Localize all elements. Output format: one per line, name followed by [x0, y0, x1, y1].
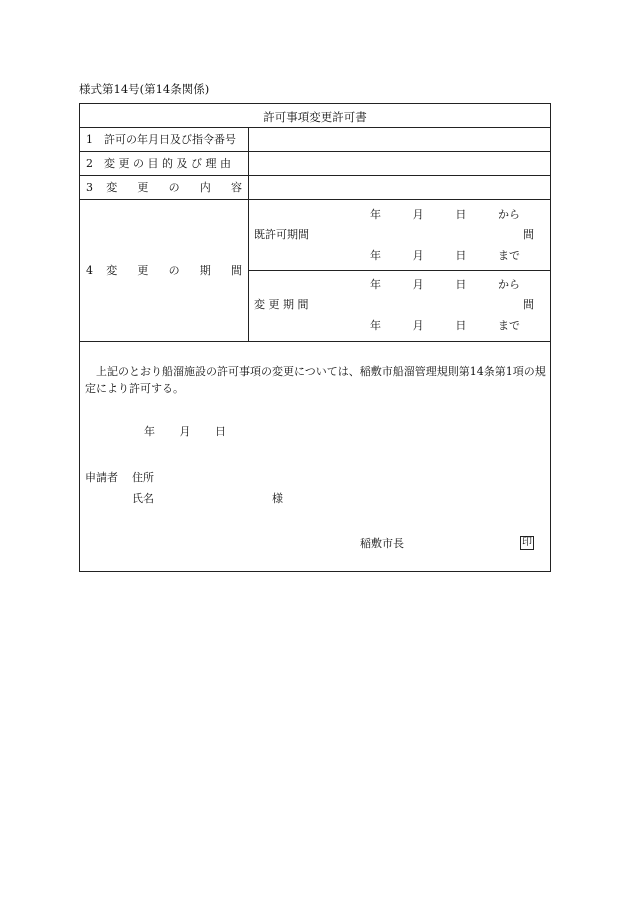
- issuer-title: 稲敷市長: [360, 537, 404, 550]
- divider: [80, 199, 550, 200]
- divider: [80, 127, 550, 128]
- row-3-number: 3: [86, 181, 93, 194]
- change-period-label: 変 更 期 間: [254, 298, 309, 311]
- existing-period-end: 年 月 日 まで: [370, 249, 520, 262]
- issue-date: 年 月 日: [144, 425, 226, 438]
- permit-statement: 上記のとおり船溜施設の許可事項の変更については、稲敷市船溜管理規則第14条第1項の規定により許可する。: [85, 365, 546, 395]
- applicant-label: 申請者: [85, 471, 118, 484]
- existing-period-kan: 間: [523, 228, 534, 241]
- column-divider: [248, 127, 249, 341]
- existing-period-start: 年 月 日 から: [370, 208, 520, 221]
- form-number: 様式第14号(第14条関係): [79, 82, 210, 96]
- existing-period-label: 既許可期間: [254, 228, 309, 241]
- change-period-start: 年 月 日 から: [370, 278, 520, 291]
- row-3-label: 3 変 更 の 内 容: [86, 181, 242, 194]
- change-period-kan: 間: [523, 298, 534, 311]
- divider: [80, 341, 550, 342]
- applicant-name-label: 氏名: [132, 492, 154, 505]
- row-2-label: 2 変 更 の 目 的 及 び 理 由: [86, 157, 231, 170]
- row-4-number: 4: [86, 264, 93, 277]
- permit-form: [79, 103, 551, 572]
- applicant-honorific: 様: [272, 492, 283, 505]
- applicant-address-label: 住所: [132, 471, 154, 484]
- row-4-label: 4 変 更 の 期 間: [86, 264, 242, 277]
- divider: [80, 151, 550, 152]
- divider: [80, 175, 550, 176]
- divider: [248, 270, 550, 271]
- seal-mark: [520, 536, 534, 550]
- form-title: 許可事項変更許可書: [263, 110, 367, 124]
- change-period-end: 年 月 日 まで: [370, 319, 520, 332]
- seal-label: 印: [522, 537, 532, 548]
- row-1-label: 1 許可の年月日及び指令番号: [86, 133, 236, 146]
